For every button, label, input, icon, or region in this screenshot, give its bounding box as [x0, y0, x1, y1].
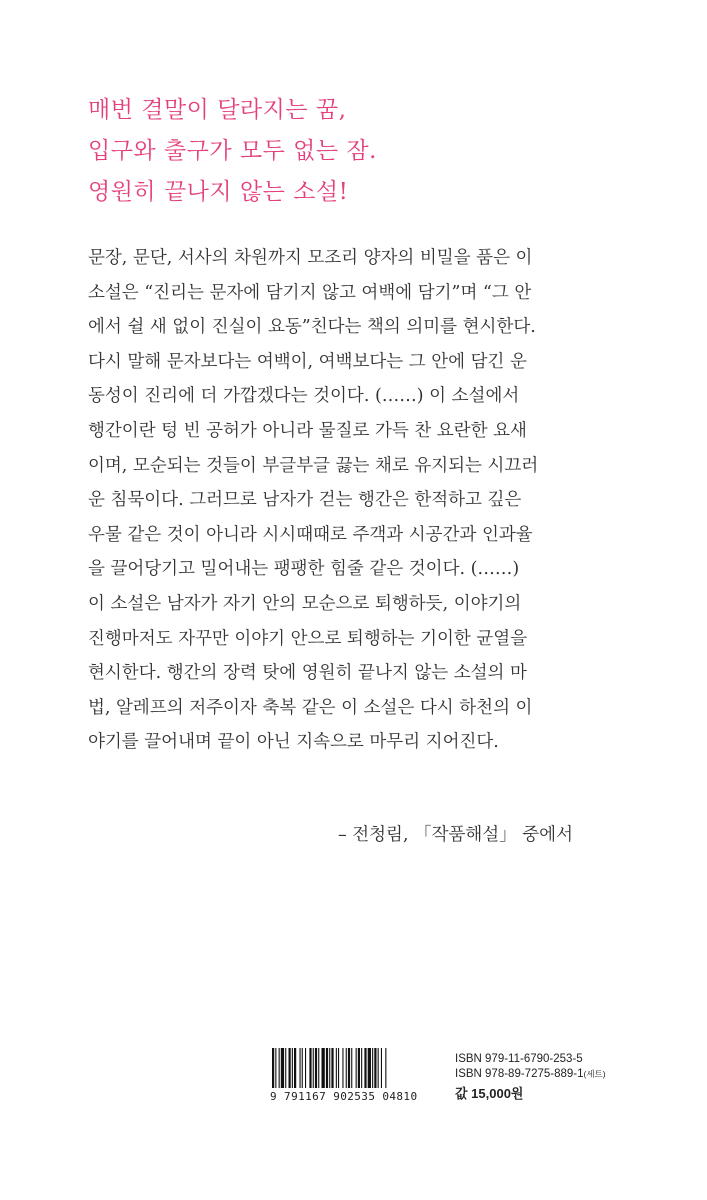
- excerpt-line: 운 침묵이다. 그러므로 남자가 걷는 행간은 한적하고 깊은: [88, 490, 522, 511]
- excerpt-line: 행간이란 텅 빈 공허가 아니라 물질로 가득 찬 요란한 요새: [88, 420, 527, 441]
- barcode-bar: [336, 1048, 337, 1088]
- barcode-bar: [275, 1048, 276, 1088]
- excerpt-line: 동성이 진리에 더 가깝겠다는 것이다. (……) 이 소설에서: [88, 386, 520, 407]
- barcode-bar: [331, 1048, 333, 1088]
- barcode-bar: [322, 1048, 325, 1088]
- barcode-bar: [309, 1048, 311, 1088]
- barcode-bar: [300, 1048, 301, 1088]
- excerpt-line: 진행마저도 자꾸만 이야기 안으로 퇴행하는 기이한 균열을: [88, 628, 528, 649]
- barcode-bar: [358, 1048, 360, 1088]
- barcode-bars: [270, 1048, 444, 1092]
- excerpt-line: 문장, 문단, 서사의 차원까지 모조리 양자의 비밀을 품은 이: [88, 248, 533, 268]
- isbn-line: [455, 1067, 606, 1082]
- tagline-line: 영원히 끝나지 않는 소설!: [88, 179, 349, 205]
- excerpt-line: 법, 알레프의 저주이자 축복 같은 이 소설은 다시 하천의 이: [88, 697, 533, 718]
- barcode-bar: [292, 1048, 293, 1088]
- barcode-bar: [285, 1048, 286, 1088]
- barcode-bar: [378, 1048, 379, 1088]
- barcode-bar: [302, 1048, 303, 1088]
- tagline-line: 매번 결말이 달라지는 꿈,: [88, 97, 347, 123]
- barcode-bar: [279, 1048, 280, 1088]
- barcode-bar: [385, 1048, 386, 1088]
- barcode-bar: [361, 1048, 362, 1088]
- excerpt-line: 야기를 끌어내며 끝이 아닌 지속으로 마무리 지어진다.: [88, 732, 499, 753]
- excerpt-line: 에서 쉴 새 없이 진실이 요동”친다는 책의 의미를 현시한다.: [88, 317, 536, 338]
- excerpt-line: 을 끌어당기고 밀어내는 팽팽한 힘줄 같은 것이다. (……): [88, 559, 520, 580]
- excerpt-line: 이며, 모순되는 것들이 부글부글 끓는 채로 유지되는 시끄러: [88, 455, 539, 476]
- barcode-bar: [329, 1048, 330, 1088]
- barcode-bar: [374, 1048, 376, 1088]
- tagline-line: 입구와 출구가 모두 없는 잠.: [88, 138, 377, 164]
- isbn-set-suffix: (세트): [583, 1068, 606, 1079]
- barcode-bar: [346, 1048, 347, 1088]
- excerpt-line: 다시 말해 문자보다는 여백이, 여백보다는 그 안에 담긴 운: [88, 351, 527, 372]
- excerpt-line: 소설은 “진리는 문자에 담기지 않고 여백에 담기”며 “그 안: [88, 282, 532, 303]
- price: 값 15,000원: [455, 1086, 524, 1101]
- barcode-bar: [364, 1048, 366, 1088]
- tagline: [88, 90, 648, 213]
- barcode-bar: [381, 1048, 382, 1088]
- attribution: – 전청림, 「작품해설」 중에서: [337, 825, 573, 845]
- barcode-bar: [368, 1048, 371, 1088]
- barcode: [270, 1048, 444, 1118]
- isbn-set: ISBN 978-89-7275-889-1: [455, 1067, 584, 1080]
- barcode-bar: [305, 1048, 306, 1088]
- barcode-bar: [272, 1048, 274, 1088]
- barcode-bar: [348, 1048, 350, 1088]
- barcode-bar: [338, 1048, 339, 1088]
- barcode-bar: [281, 1048, 284, 1088]
- barcode-bar: [372, 1048, 373, 1088]
- barcode-bar: [289, 1048, 291, 1088]
- excerpt-line: 우물 같은 것이 아니라 시시때때로 주객과 시공간과 인과율: [88, 524, 533, 545]
- barcode-bar: [313, 1048, 314, 1088]
- isbn-line: ISBN 979-11-6790-253-5: [455, 1053, 583, 1065]
- review-excerpt: [88, 241, 648, 760]
- barcode-digits: 9 791167 902535 04810: [270, 1090, 418, 1103]
- barcode-bar: [315, 1048, 317, 1088]
- barcode-bar: [356, 1048, 357, 1088]
- barcode-bar: [326, 1048, 328, 1088]
- barcode-bar: [342, 1048, 343, 1088]
- barcode-bar: [351, 1048, 352, 1088]
- isbn-block: [455, 1052, 606, 1081]
- barcode-bar: [318, 1048, 319, 1088]
- excerpt-line: 현시한다. 행간의 장력 탓에 영원히 끝나지 않는 소설의 마: [88, 663, 527, 684]
- excerpt-line: 이 소설은 남자가 자기 안의 모순으로 퇴행하듯, 이야기의: [88, 593, 522, 614]
- barcode-bar: [294, 1048, 296, 1088]
